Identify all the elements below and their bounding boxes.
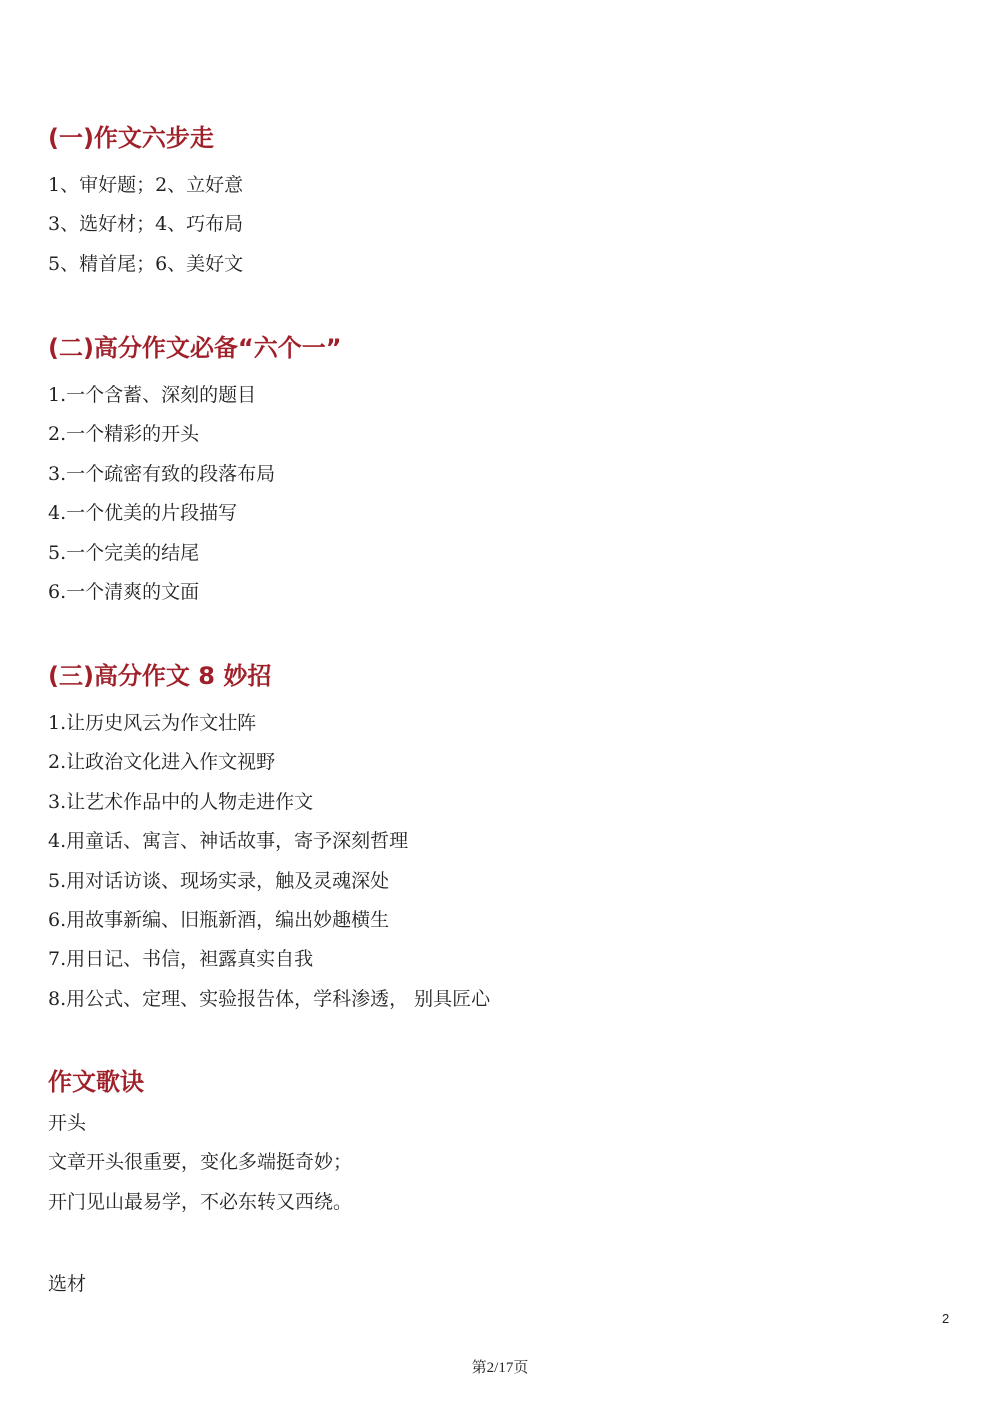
page-number: 2 [942, 1311, 950, 1326]
list-item: 5.用对话访谈、现场实录，触及灵魂深处 [48, 869, 390, 892]
page-footer: 第2/17页 [471, 1360, 529, 1376]
list-item: 选材 [48, 1273, 87, 1295]
item-list [48, 376, 341, 612]
item-list [48, 1104, 352, 1222]
list-item: 5.一个完美的结尾 [48, 541, 200, 564]
list-item: 3.让艺术作品中的人物走进作文 [48, 790, 314, 813]
item-list [48, 704, 490, 1019]
list-item: 5、精首尾；6、美好文 [48, 252, 244, 275]
list-item: 1、审好题；2、立好意 [48, 174, 244, 196]
section-essay-verse [48, 1064, 352, 1222]
list-item: 文章开头很重要，变化多端挺奇妙； [48, 1151, 353, 1174]
item-list [48, 1265, 86, 1304]
list-item: 1.让历史风云为作文壮阵 [48, 712, 257, 734]
section-six-ones [48, 330, 341, 612]
section-heading: (二)高分作文必备“六个一” [48, 334, 342, 362]
list-item: 开门见山最易学，不必东转又西绕。 [48, 1190, 353, 1213]
list-item: 3、选好材；4、巧布局 [48, 213, 244, 236]
section-selection [48, 1265, 86, 1304]
section-heading: 作文歌诀 [48, 1068, 144, 1096]
list-item: 1.一个含蓄、深刻的题目 [48, 384, 257, 406]
list-item: 3.一个疏密有致的段落布局 [48, 462, 276, 485]
section-eight-tips [48, 658, 490, 1019]
list-item: 4.一个优美的片段描写 [48, 502, 238, 525]
list-item: 7.用日记、书信，袒露真实自我 [48, 948, 314, 971]
list-item: 6.用故事新编、旧瓶新酒，编出妙趣横生 [48, 908, 390, 931]
list-item: 2.一个精彩的开头 [48, 423, 200, 446]
item-list [48, 166, 243, 284]
list-item: 8.用公式、定理、实验报告体，学科渗透， 别具匠心 [48, 987, 491, 1010]
list-item: 开头 [48, 1112, 87, 1134]
section-six-steps [48, 120, 243, 284]
section-heading: (三)高分作文 8 妙招 [48, 662, 272, 690]
list-item: 2.让政治文化进入作文视野 [48, 751, 276, 774]
section-heading: (一)作文六步走 [48, 124, 214, 152]
list-item: 6.一个清爽的文面 [48, 580, 200, 603]
list-item: 4.用童话、寓言、神话故事，寄予深刻哲理 [48, 830, 409, 853]
